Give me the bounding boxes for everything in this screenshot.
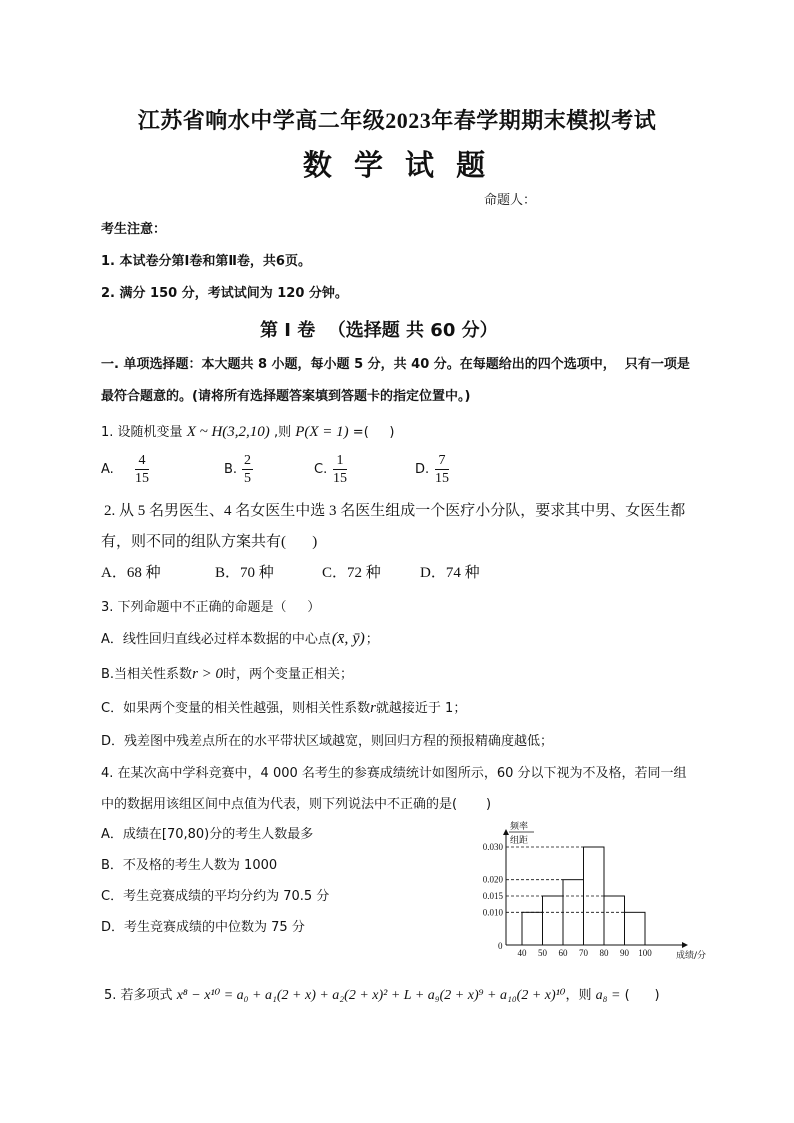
frequency-histogram [460,815,730,965]
y-tick-label: 0.015 [482,891,503,901]
question-5-stem: 5. 若多项式 x⁸ − x¹⁰ = a₀ + a₁(2 + x) + a₂(2 + x)² + L + a₉(2 + x)⁹ + a₁₀(2 + x)¹⁰，则 a₈ = ( ) [104,988,660,1003]
notice-heading: 考生注意： [101,222,167,237]
x-tick-label: 50 [538,948,547,958]
option-fraction: $\frac{2}{5}$ [244,453,251,486]
question-2-line1: 2. 从 5 名男医生、4 名女医生中选 3 名医生组成一个医疗小分队，要求其中男、女医生都 [104,503,686,519]
question-2-option: A．68 种 [101,565,161,581]
x-tick-label: 90 [620,948,629,958]
section-instruction: 一. 单项选择题：本大题共 8 小题，每小题 5 分，共 40 分。在每题给出的四个选项中， 只有一项是 [101,357,690,372]
y-axis-label-bottom: 组距 [510,836,529,846]
histogram-bar [604,896,625,945]
x-tick-label: 80 [599,948,609,958]
histogram-bar [522,912,543,945]
section-title: 第 Ⅰ 卷 （选择题 共 60 分） [260,320,498,341]
question-4-option: B．不及格的考生人数为 1000 [101,858,278,873]
question-4-line2: 中的数据用该组区间中点值为代表，则下列说法中不正确的是( ) [101,797,492,812]
x-tick-label: 70 [579,948,588,958]
x-tick-label: 60 [558,948,568,958]
histogram-bar [543,896,564,945]
option-label: B. [224,462,238,477]
question-1-math: X ~ H(3,2,10) [186,424,270,440]
option-fraction: $\frac{7}{15}$ [435,453,449,486]
y-tick-label: 0.010 [482,907,503,918]
question-1-mid: ,则 [273,425,292,440]
question-3-option-d: D．残差图中残差点所在的水平带状区域越宽，则回归方程的预报精确度越低； [101,734,554,749]
origin-label: 0 [498,941,503,951]
option-label: C. [314,462,328,477]
notice-item: 2. 满分 150 分，考试试间为 120 分钟。 [101,286,348,301]
notice-item: 1. 本试卷分第Ⅰ卷和第Ⅱ卷，共6页。 [101,254,311,269]
option-label: A. [101,462,114,477]
section-instruction: 最符合题意的。(请将所有选择题答案填到答题卡的指定位置中。) [101,389,471,404]
question-3-option-a: A．线性回归直线必过样本数据的中心点(x̄, ȳ)； [101,630,379,647]
y-tick-label: 0.030 [482,842,503,852]
question-4-option: C．考生竞赛成绩的平均分约为 70.5 分 [101,889,330,904]
option-fraction: $\frac{1}{15}$ [333,453,347,486]
question-3-option-b: B.当相关性系数r > 0时，两个变量正相关； [101,666,354,682]
x-tick-label: 100 [638,948,652,958]
question-2-option: D．74 种 [420,565,480,581]
question-2-option: C．72 种 [322,565,381,581]
question-2-option: B．70 种 [215,565,274,581]
histogram-bar [625,912,646,945]
question-1-math2: P(X = 1) [295,424,349,440]
x-axis-label: 成绩/分 [676,951,707,961]
question-4-option: A．成绩在[70,80)分的考生人数最多 [101,827,314,842]
coefficient-math: r [370,700,376,716]
exam-subject: 数 学 试 题 [302,148,492,182]
y-tick-label: 0.020 [482,874,503,885]
y-axis-arrow [503,829,509,835]
polynomial-math: x⁸ − x¹⁰ = a₀ + a₁(2 + x) + a₂(2 + x)² + L + a₉(2 + x)⁹ + a₁₀(2 + x)¹⁰ [176,988,566,1003]
center-point-math: (x̄, ȳ) [331,630,365,647]
question-4-line1: 4. 在某次高中学科竞赛中，4 000 名考生的参赛成绩统计如图所示，60 分以下视为不及格，若同一组 [101,766,687,781]
y-axis-label-top: 频率 [510,822,529,832]
coefficient-a8-math: a₈ = [595,988,621,1003]
x-axis-arrow [682,942,688,948]
exam-title: 江苏省响水中学高二年级2023年春学期期末模拟考试 [137,108,657,133]
question-1-prefix: 1. 设随机变量 [101,425,183,440]
author-label: 命题人： [484,193,537,208]
option-label: D. [415,462,430,477]
option-fraction: $\frac{4}{15}$ [135,453,149,486]
x-tick-label: 40 [517,948,527,958]
question-3-option-c: C．如果两个变量的相关性越强，则相关性系数r就越接近于 1； [101,700,467,716]
question-4-option: D．考生竞赛成绩的中位数为 75 分 [101,920,305,935]
question-3-stem: 3. 下列命题中不正确的命题是（ ） [101,600,321,615]
question-1-stem [101,421,395,441]
question-1-suffix: =( ) [352,425,395,440]
question-2-line2: 有，则不同的组队方案共有( ) [101,534,318,550]
correlation-math: r > 0 [192,666,224,682]
